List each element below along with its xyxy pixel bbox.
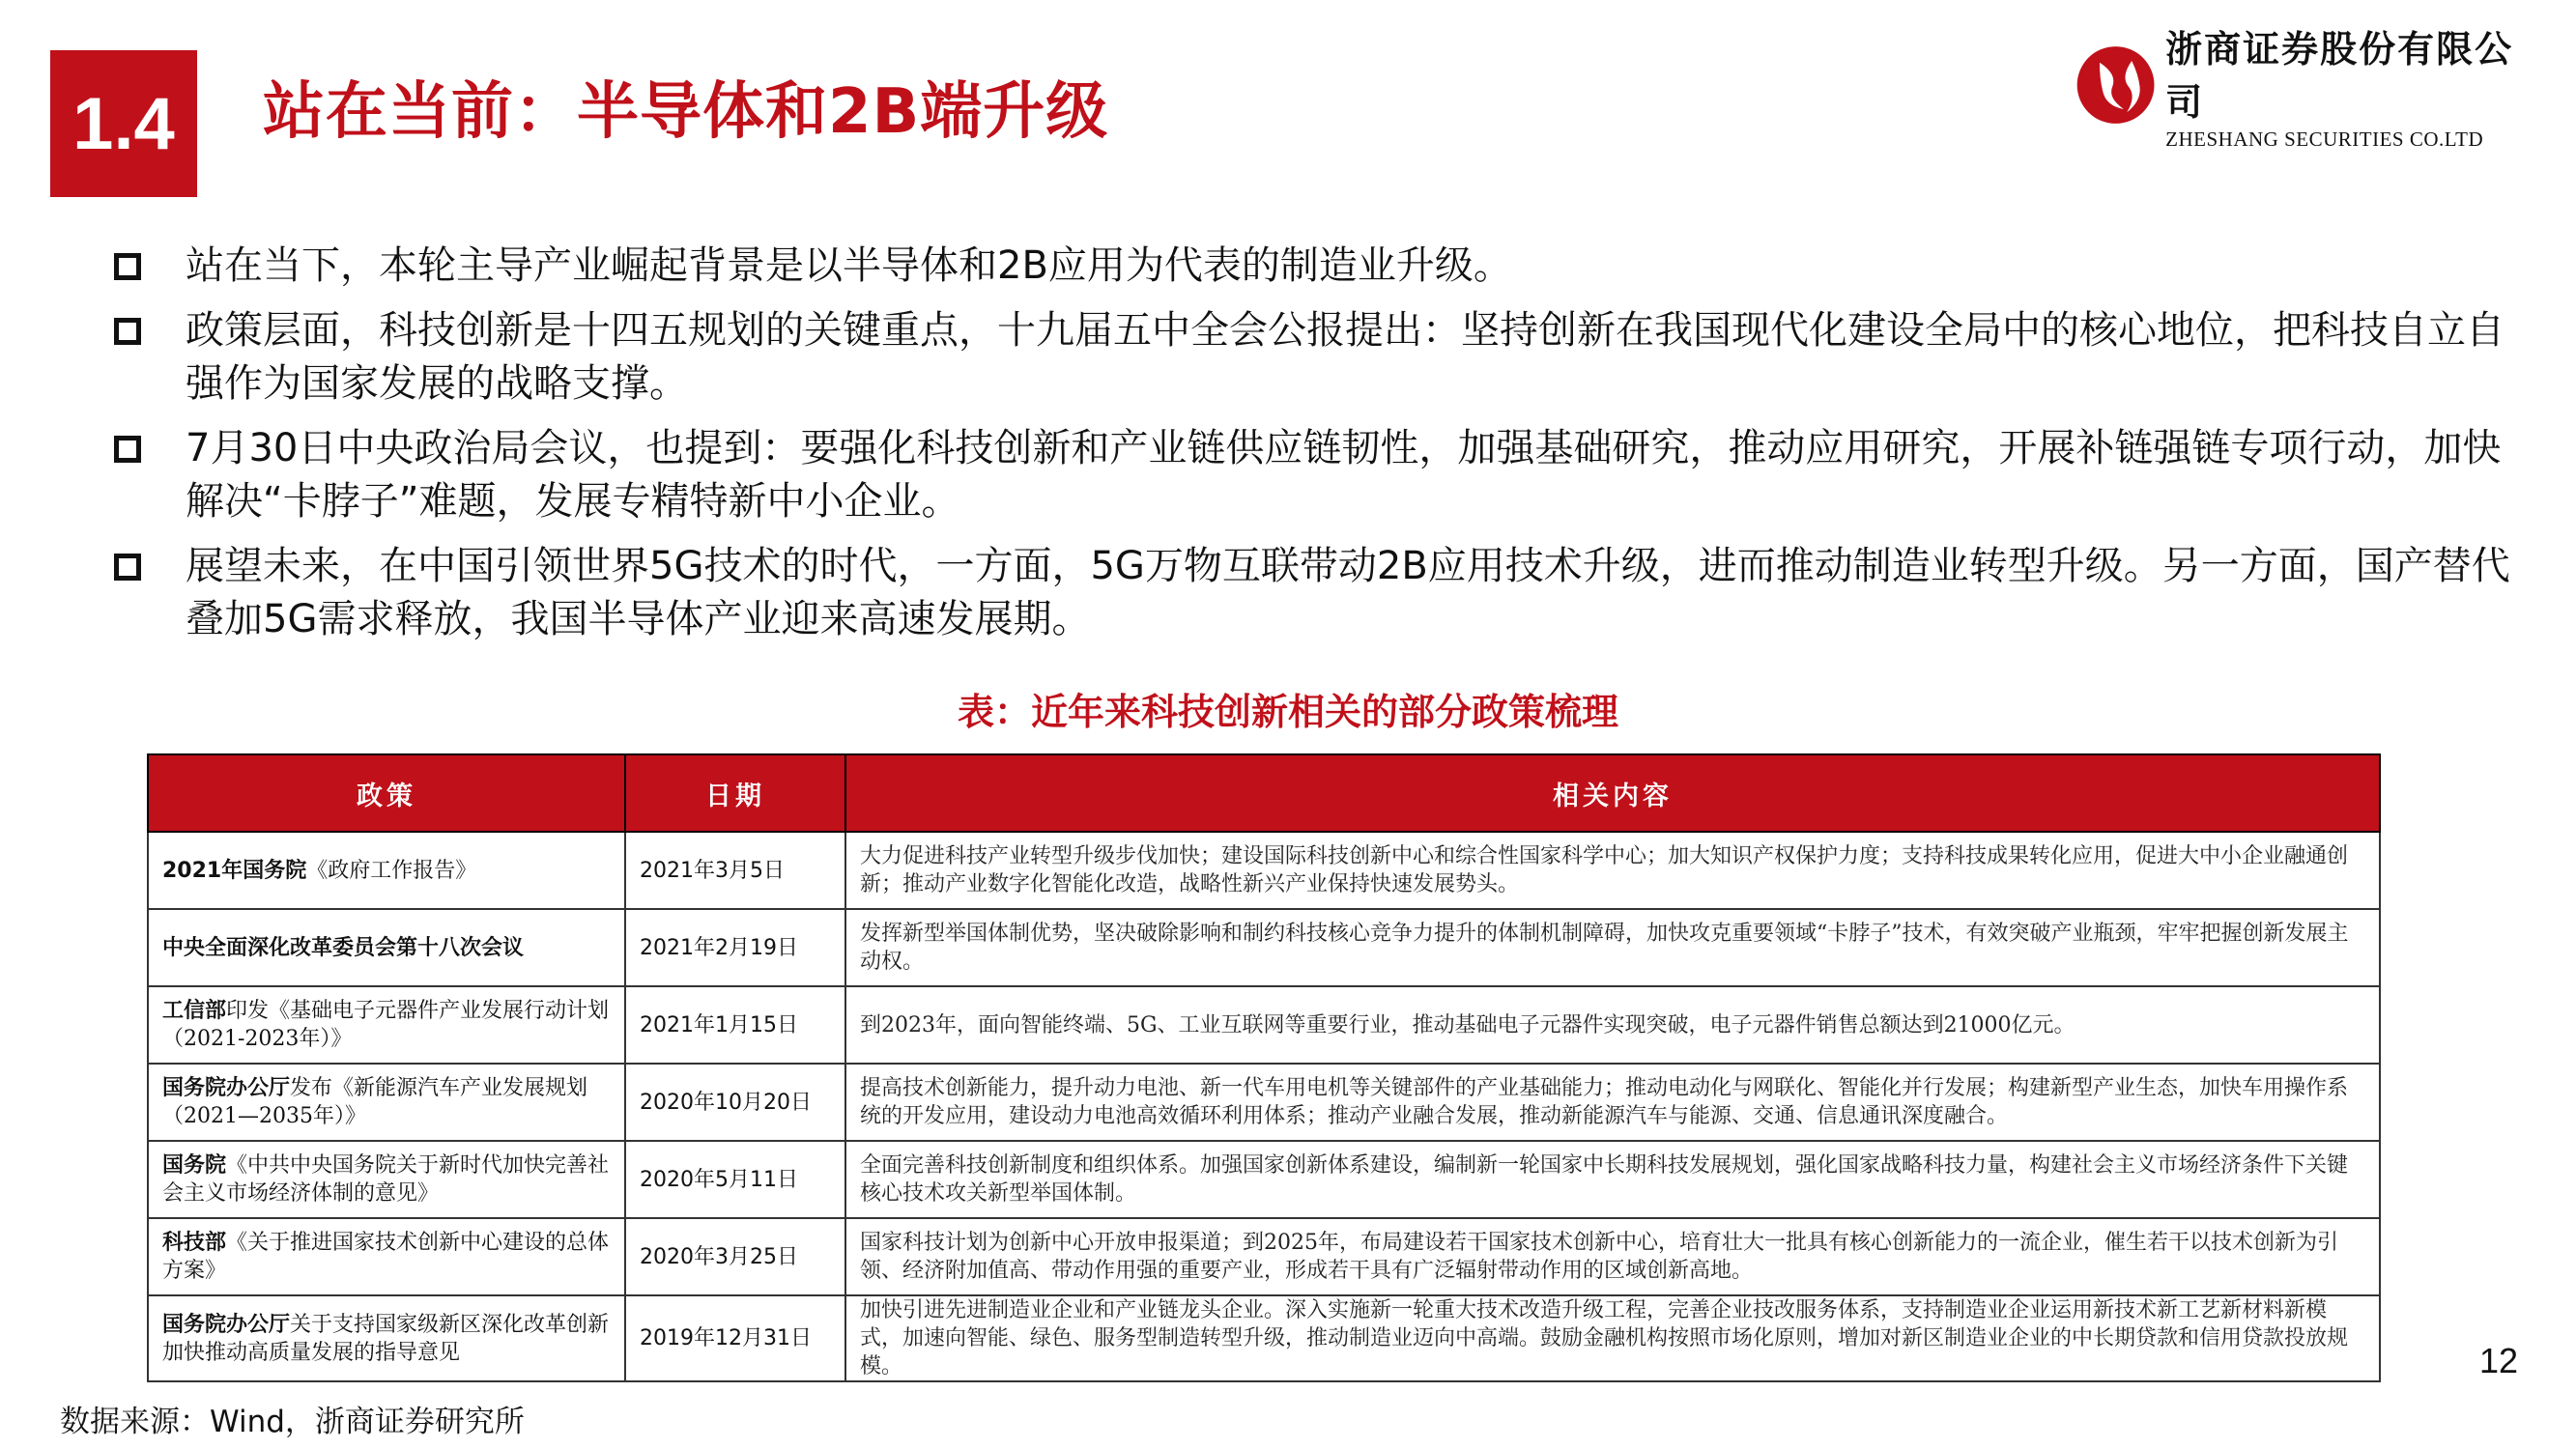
data-source-note: 数据来源：Wind，浙商证券研究所 xyxy=(60,1405,525,1439)
policy-issuer: 国务院 xyxy=(162,1153,227,1178)
policy-table xyxy=(147,753,2381,1382)
policy-issuer: 国务院办公厅 xyxy=(162,1076,291,1100)
table-row xyxy=(148,1141,2380,1218)
zheshang-logo-icon xyxy=(2075,43,2156,127)
bullet-item xyxy=(114,240,2510,293)
date-cell: 2020年10月20日 xyxy=(625,1064,845,1141)
bullet-item xyxy=(114,540,2510,646)
square-bullet-icon xyxy=(114,436,141,463)
bullet-text: 政策层面，科技创新是十四五规划的关键重点，十九届五中全会公报提出：坚持创新在我国现代化建设全局中的核心地位，把科技自立自强作为国家发展的战略支撑。 xyxy=(186,308,2504,406)
date-cell: 2020年3月25日 xyxy=(625,1218,845,1295)
logo-company-name-cn: 浙商证券股份有限公司 xyxy=(2165,26,2514,124)
column-header-content: 相关内容 xyxy=(845,754,2380,832)
date-cell: 2021年1月15日 xyxy=(625,986,845,1064)
policy-cell xyxy=(148,1141,625,1218)
policy-issuer: 国务院办公厅 xyxy=(162,1312,291,1337)
policy-name: 发布《新能源汽车产业发展规划（2021—2035年）》 xyxy=(162,1076,588,1128)
policy-cell xyxy=(148,1295,625,1381)
page-title: 站在当前：半导体和2B端升级 xyxy=(263,76,1109,148)
content-cell: 大力促进科技产业转型升级步伐加快；建设国际科技创新中心和综合性国家科学中心；加大知识产权保护力度；支持科技成果转化应用，促进大中小企业融通创新；推动产业数字化智能化改造，战略性新兴产业保持快速发展势头。 xyxy=(845,832,2380,909)
table-row xyxy=(148,1064,2380,1141)
content-cell: 加快引进先进制造业企业和产业链龙头企业。深入实施新一轮重大技术改造升级工程，完善企业技改服务体系，支持制造业企业运用新技术新工艺新材料新模式，加速向智能、绿色、服务型制造转型升级，推动制造业迈向中高端。鼓励金融机构按照市场化原则，增加对新区制造业企业的中长期贷款和信用贷款投放规模。 xyxy=(845,1295,2380,1381)
square-bullet-icon xyxy=(114,554,141,581)
table-header-row xyxy=(148,754,2380,832)
logo-company-name-en: ZHESHANG SECURITIES CO.LTD xyxy=(2165,127,2484,151)
table-row xyxy=(148,832,2380,909)
policy-name: 《政府工作报告》 xyxy=(306,858,477,883)
policy-cell xyxy=(148,832,625,909)
date-cell: 2021年2月19日 xyxy=(625,909,845,986)
table-title: 表：近年来科技创新相关的部分政策梳理 xyxy=(957,691,1618,733)
bullet-text: 展望未来，在中国引领世界5G技术的时代，一方面，5G万物互联带动2B应用技术升级，进而推动制造业转型升级。另一方面，国产替代叠加5G需求释放，我国半导体产业迎来高速发展期。 xyxy=(186,544,2510,641)
date-cell: 2019年12月31日 xyxy=(625,1295,845,1381)
square-bullet-icon xyxy=(114,253,141,280)
policy-cell xyxy=(148,986,625,1064)
column-header-date: 日期 xyxy=(625,754,845,832)
date-cell: 2020年5月11日 xyxy=(625,1141,845,1218)
content-cell: 发挥新型举国体制优势，坚决破除影响和制约科技核心竞争力提升的体制机制障碍，加快攻克重要领域“卡脖子”技术，有效突破产业瓶颈，牢牢把握创新发展主动权。 xyxy=(845,909,2380,986)
policy-cell xyxy=(148,1218,625,1295)
company-logo xyxy=(2075,26,2539,151)
policy-issuer: 中央全面深化改革委员会第十八次会议 xyxy=(162,935,525,960)
content-cell: 到2023年，面向智能终端、5G、工业互联网等重要行业，推动基础电子元器件实现突破，电子元器件销售总额达到21000亿元。 xyxy=(845,986,2380,1064)
table-row xyxy=(148,1295,2380,1381)
policy-name: 印发《基础电子元器件产业发展行动计划（2021-2023年）》 xyxy=(162,999,610,1051)
table-row xyxy=(148,909,2380,986)
bullet-list xyxy=(114,240,2510,658)
policy-issuer: 工信部 xyxy=(162,999,227,1023)
bullet-item xyxy=(114,304,2510,411)
policy-name: 《中共中央国务院关于新时代加快完善社会主义市场经济体制的意见》 xyxy=(162,1153,610,1206)
policy-name: 《关于推进国家技术创新中心建设的总体方案》 xyxy=(162,1231,610,1283)
policy-cell xyxy=(148,909,625,986)
column-header-policy: 政策 xyxy=(148,754,625,832)
policy-cell xyxy=(148,1064,625,1141)
bullet-text: 7月30日中央政治局会议，也提到：要强化科技创新和产业链供应链韧性，加强基础研究，推动应用研究，开展补链强链专项行动，加快解决“卡脖子”难题，发展专精特新中小企业。 xyxy=(186,426,2502,524)
square-bullet-icon xyxy=(114,318,141,345)
bullet-item xyxy=(114,422,2510,528)
content-cell: 提高技术创新能力，提升动力电池、新一代车用电机等关键部件的产业基础能力；推动电动化与网联化、智能化并行发展；构建新型产业生态，加快车用操作系统的开发应用，建设动力电池高效循环利用体系；推动产业融合发展，推动新能源汽车与能源、交通、信息通讯深度融合。 xyxy=(845,1064,2380,1141)
policy-issuer: 科技部 xyxy=(162,1231,227,1255)
policy-name: 关于支持国家级新区深化改革创新加快推动高质量发展的指导意见 xyxy=(162,1312,610,1365)
bullet-text: 站在当下，本轮主导产业崛起背景是以半导体和2B应用为代表的制造业升级。 xyxy=(186,243,1512,288)
table-row xyxy=(148,1218,2380,1295)
page-number: 12 xyxy=(2479,1341,2519,1380)
content-cell: 全面完善科技创新制度和组织体系。加强国家创新体系建设，编制新一轮国家中长期科技发展规划，强化国家战略科技力量，构建社会主义市场经济条件下关键核心技术攻关新型举国体制。 xyxy=(845,1141,2380,1218)
content-cell: 国家科技计划为创新中心开放申报渠道；到2025年，布局建设若干国家技术创新中心，培育壮大一批具有核心创新能力的一流企业，催生若干以技术创新为引领、经济附加值高、带动作用强的重要产业，形成若干具有广泛辐射带动作用的区域创新高地。 xyxy=(845,1218,2380,1295)
policy-issuer: 2021年国务院 xyxy=(162,858,307,883)
section-number-badge: 1.4 xyxy=(50,50,197,197)
table-row xyxy=(148,986,2380,1064)
date-cell: 2021年3月5日 xyxy=(625,832,845,909)
